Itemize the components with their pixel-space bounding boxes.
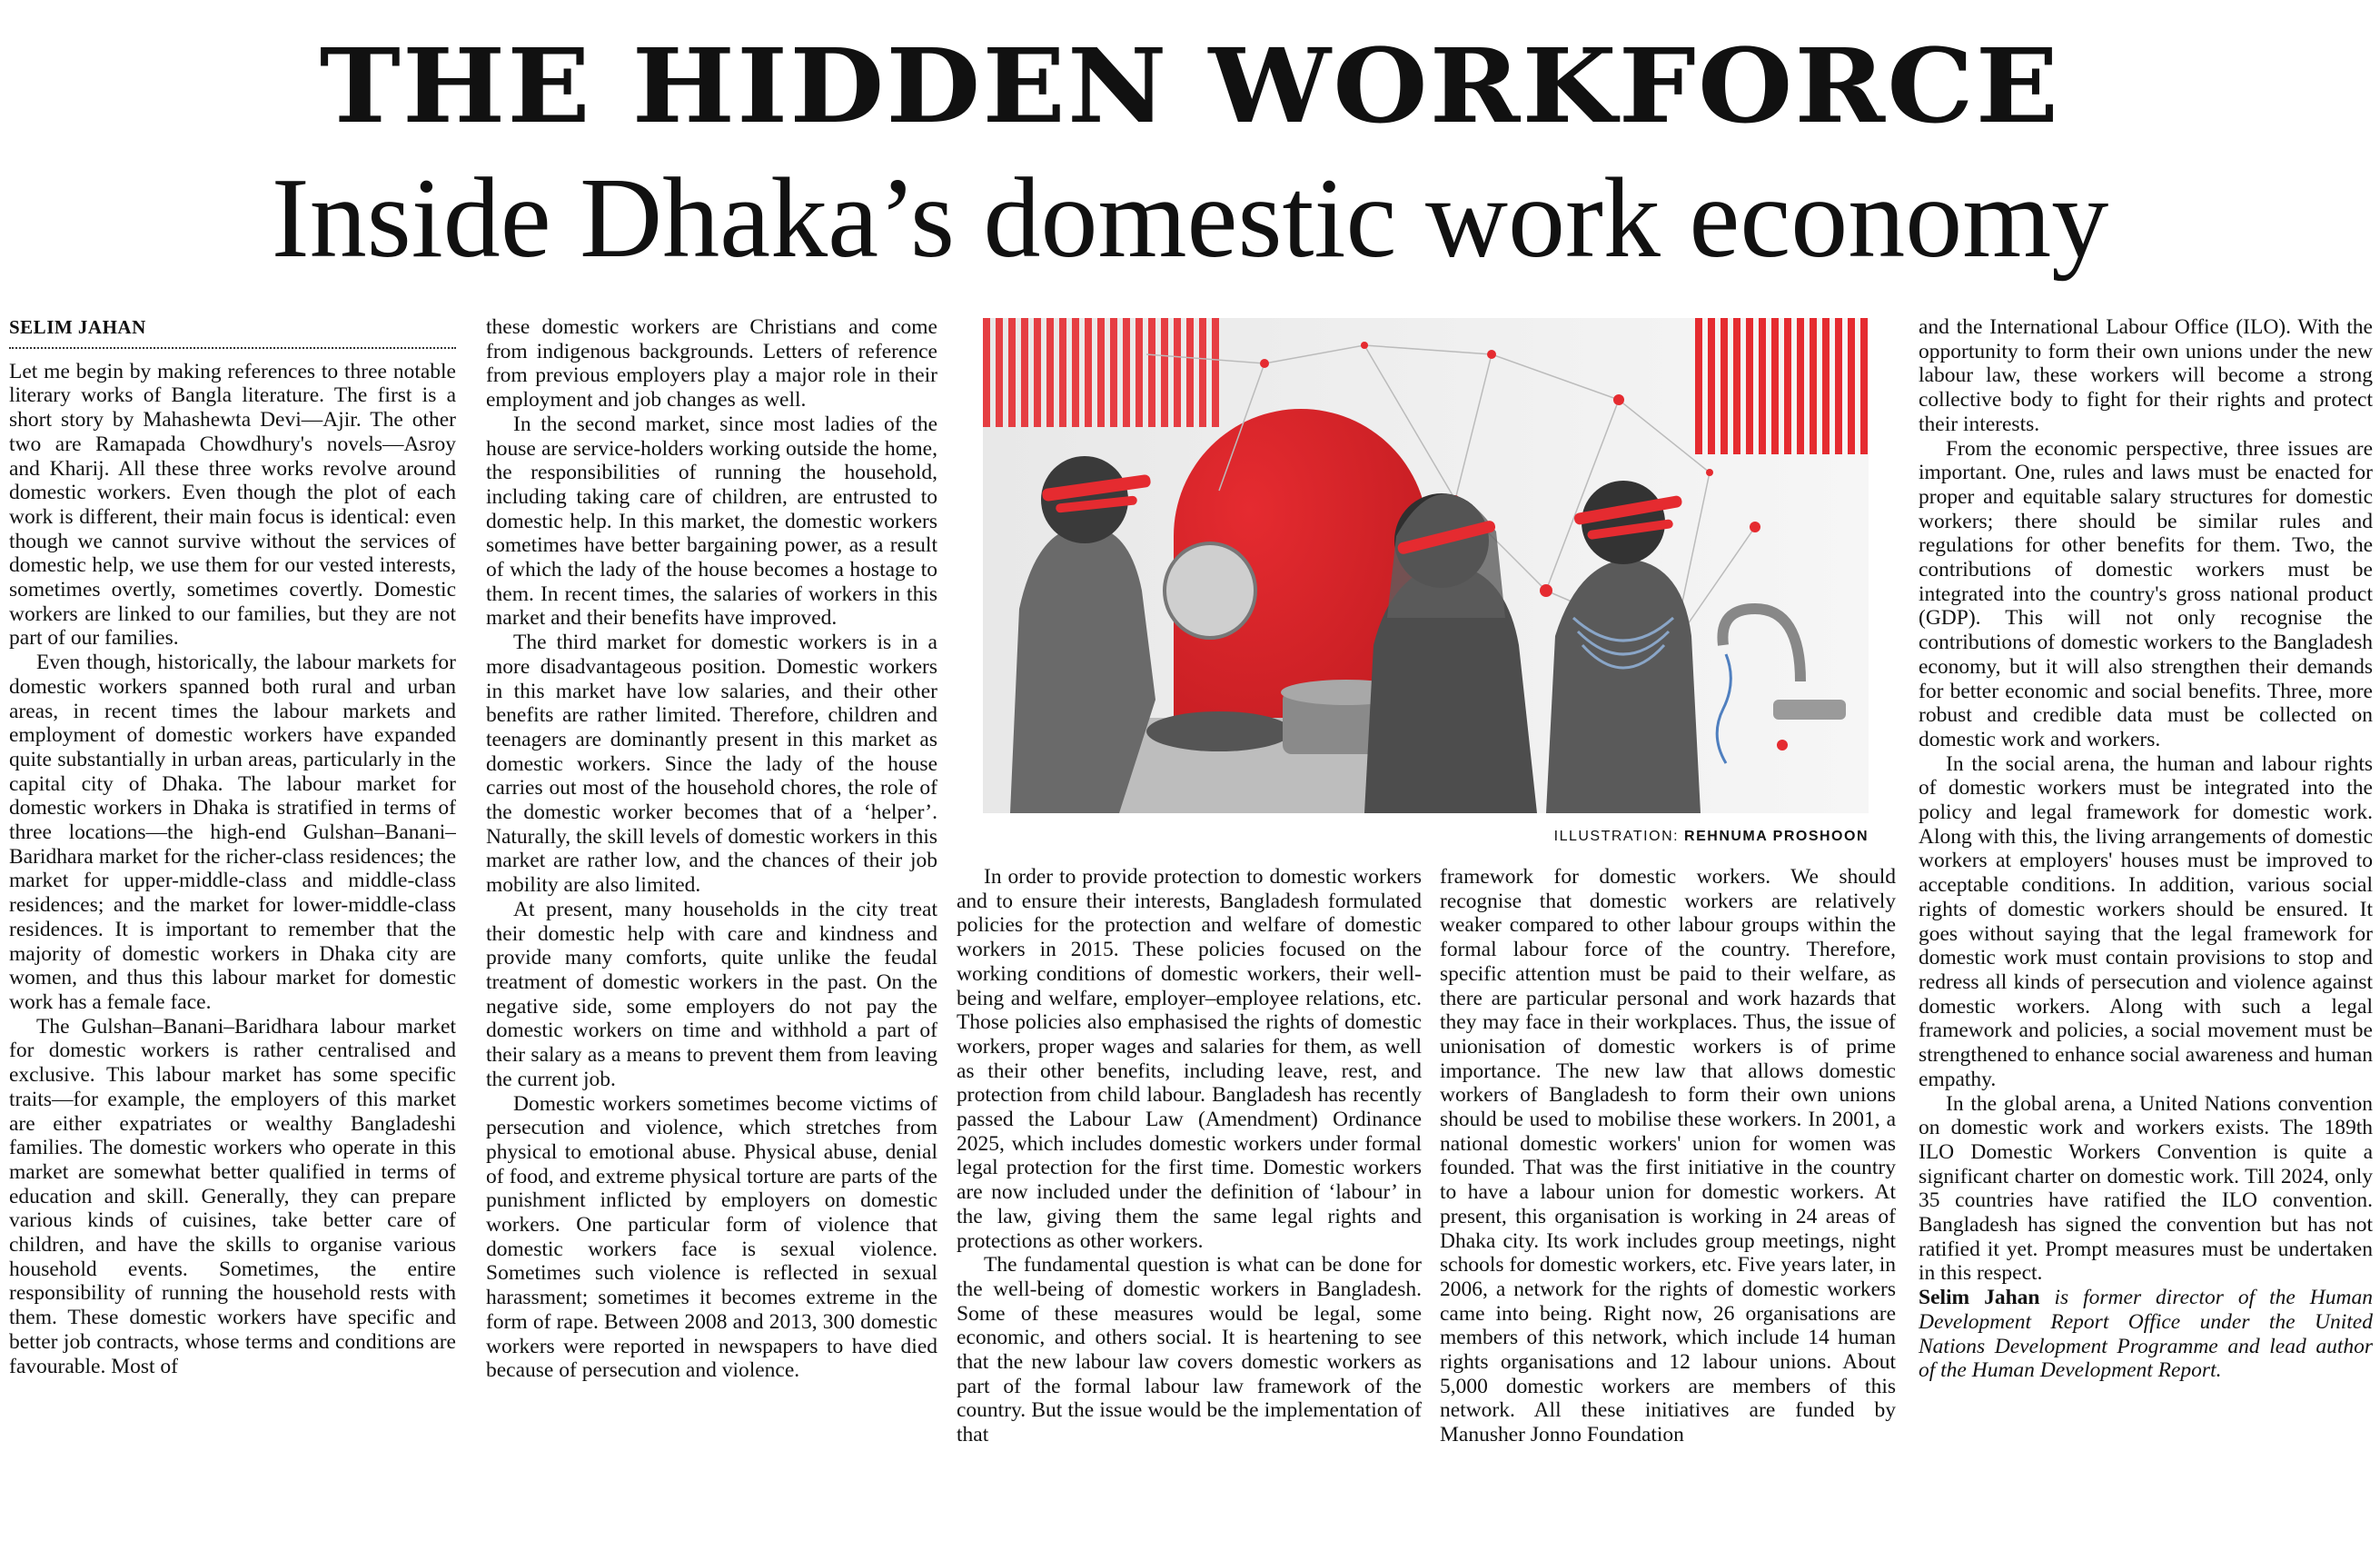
paragraph: framework for domestic workers. We should recognise that domestic workers are relatively weaker compared to other labour groups within the formal labour force of the country. Therefore, specific attention must be paid to their welfare, as there are particular personal and work hazards that they may face in their workplaces. Thus, the issue of unionisation of domestic workers is of prime importance. The new law that allows domestic workers of Bangladesh to form their own unions should be used to mobilise these workers. In 2001, a national domestic workers' union for women was founded. That was the first initiative in the country to have a labour union for domestic workers. At present, this organisation is working in 24 areas of Dhaka city. Its work includes group meetings, night schools for domestic workers, etc. Five years later, in 2006, a network for the rights of domestic workers came into being. Right now, 26 organisations are members of this network, which include 14 human rights organisations and 12 labour unions. About 5,000 domestic workers are members of this network. All these initiatives are funded by Manusher Jonno Foundation [1440, 865, 1896, 1447]
paragraph: In the global arena, a United Nations convention on domestic work and workers exists. The 189th ILO Domestic Workers Convention is quite a significant charter on domestic work. Till 2024, only 35 countries have ratified the ILO convention. Bangladesh has signed the convention but has not ratified it yet. Prompt measures must be undertaken in this respect. [1919, 1091, 2373, 1286]
author-description: is former director of the Human Development Report Office under the United Nations Development Programme and lead author of the Human Development Report. [1919, 1286, 2373, 1383]
paragraph: Even though, historically, the labour markets for domestic workers spanned both rural and urban areas, in recent times the labour markets and employment of domestic workers have expanded quite substantially in urban areas, particularly in the capital city of Dhaka. The labour market for domestic workers in Dhaka is stratified in terms of three locations—the high-end Gulshan–Banani–Baridhara market for the richer-class residences; the market for upper-middle-class and middle-class residences; and the market for lower-middle-class residences. It is important to remember that the majority of domestic workers in Dhaka city are women, and thus this labour market for domestic work has a female face. [9, 651, 456, 1014]
paragraph: Domestic workers sometimes become victims of persecution and violence, which stretches from physical to emotional abuse. Physical abuse, denial of food, and extreme physical torture are parts of the punishment inflicted by employers on domestic workers. One particular form of violence that domestic workers face is sexual violence. Sometimes such violence is reflected in sexual harassment; sometimes it becomes extreme in the form of rape. Between 2008 and 2013, 300 domestic workers were reported in newspapers to have died because of persecution and violence. [486, 1091, 937, 1383]
paragraph: The Gulshan–Banani–Baridhara labour market for domestic workers is rather centralised and exclusive. This labour market has some specific traits—for example, the employers of this market are either expatriates or wealthy Bangladeshi families. The domestic workers who operate in this market are somewhat better qualified in terms of education and skill. Generally, they can prepare various kinds of cuisines, take better care of children, and have the skills to organise various household events. Sometimes, the entire responsibility of running the household rests with them. These domestic workers have specific and better job contracts, whose terms and conditions are favourable. Most of [9, 1014, 456, 1378]
paragraph: At present, many households in the city treat their domestic help with care and kindness and provide many comforts, quite unlike the feudal treatment of domestic workers in the past. On the negative side, some employers do not pay the domestic workers on time and withhold a part of their salary as a means to prevent them from leaving the current job. [486, 897, 937, 1091]
paragraph: In the social arena, the human and labour rights of domestic workers must be integrated into the policy and legal framework for domestic work. Along with this, the living arrangements of domestic workers at employers' houses must be improved to acceptable conditions. In addition, various social rights of domestic workers should be ensured. It goes without saying that the legal framework for domestic work must contain provisions to stop and redress all kinds of persecution and violence against domestic workers. Along with such a legal framework and policies, a social movement must be strengthened to enhance social awareness and human empathy. [1919, 751, 2373, 1091]
paragraph: From the economic perspective, three issues are important. One, rules and laws must be enacted for proper and equitable salary structures for domestic workers; there should be similar rules and regulations for other benefits for them. Two, the contributions of domestic workers must be integrated into the country's gross national product (GDP). This will not only recognise the contributions of domestic workers to the Bangladesh economy, but it will also strengthen their demands for better economic and social benefits. Three, more robust and credible data must be collected on domestic work and workers. [1919, 436, 2373, 751]
paragraph: In the second market, since most ladies of the house are service-holders working outside the home, the responsibilities of running the household, including taking care of children, are entrusted to domestic help. In this market, the domestic workers sometimes have better bargaining power, as a result of which the lady of the house becomes a hostage to them. In recent times, the salaries of workers in this market and their benefits have improved. [486, 412, 937, 631]
subheadline: Inside Dhaka’s domestic work economy [271, 155, 2109, 282]
paragraph: these domestic workers are Christians and come from indigenous backgrounds. Letters of reference from previous employers play a major role in their employment and job changes as well. [486, 315, 937, 413]
column-3 [957, 865, 1422, 1533]
column-4 [1440, 865, 1896, 1533]
column-1 [9, 315, 456, 1533]
paragraph: In order to provide protection to domestic workers and to ensure their interests, Bangladesh formulated policies for the protection and welfare of domestic workers in 2015. These policies focused on the working conditions of domestic workers, their well-being and welfare, employer–employee relations, etc. Those policies also emphasised the rights of domestic workers, proper wages and salaries for them, as well as their other benefits, including leave, rest, and protection from child labour. Bangladesh has recently passed the Labour Law (Amendment) Ordinance 2025, which includes domestic workers under formal legal protection for the first time. Domestic workers are now included under the definition of ‘labour’ in the law, giving them the same legal rights and protections as other workers. [957, 865, 1422, 1253]
paragraph: The fundamental question is what can be done for the well-being of domestic workers in Bangladesh. Some of these measures would be legal, some economic, and others social. It is heartening to see that the new labour law covers domestic workers as part of the formal labour law framework of the country. But the issue would be the implementation of that [957, 1253, 1422, 1447]
paragraph: and the International Labour Office (ILO). With the opportunity to form their own unions under the new labour law, these workers will become a strong collective body to fight for their rights and protect their interests. [1919, 315, 2373, 436]
illustration [983, 318, 1869, 813]
credit-name: REHNUMA PROSHOON [1684, 829, 1869, 844]
credit-label: ILLUSTRATION: [1553, 829, 1680, 844]
author-name: Selim Jahan [1919, 1286, 2040, 1310]
column-5 [1919, 315, 2373, 1533]
paragraph: Let me begin by making references to three notable literary works of Bangla literature. The first is a short story by Mahashewta Devi—Ajir. The other two are Ramapada Chowdhury's novels—Asroy and Kharij. All these three works revolve around domestic workers. Even though the plot of each work is different, their main focus is identical: even though we cannot survive without the services of domestic help, we use them for our vested interests, sometimes overtly, sometimes covertly. Domestic workers are linked to our families, but they are not part of our families. [9, 359, 456, 651]
byline: SELIM JAHAN [9, 315, 456, 349]
column-2 [486, 315, 937, 1533]
illustration-credit [983, 829, 1869, 845]
author-bio [1919, 1286, 2373, 1383]
paragraph: The third market for domestic workers is in a more disadvantageous position. Domestic workers in this market have low salaries, and their other benefits are rather limited. Therefore, children and teenagers are dominantly present in this market as domestic workers. Since the lady of the house carries out most of the household chores, the role of the domestic worker becomes that of a ‘helper’. Naturally, the skill levels of domestic workers in this market are rather low, and the chances of their job mobility are also limited. [486, 631, 937, 898]
illustration-art [983, 318, 1869, 813]
headline: THE HIDDEN WORKFORCE [319, 27, 2061, 146]
